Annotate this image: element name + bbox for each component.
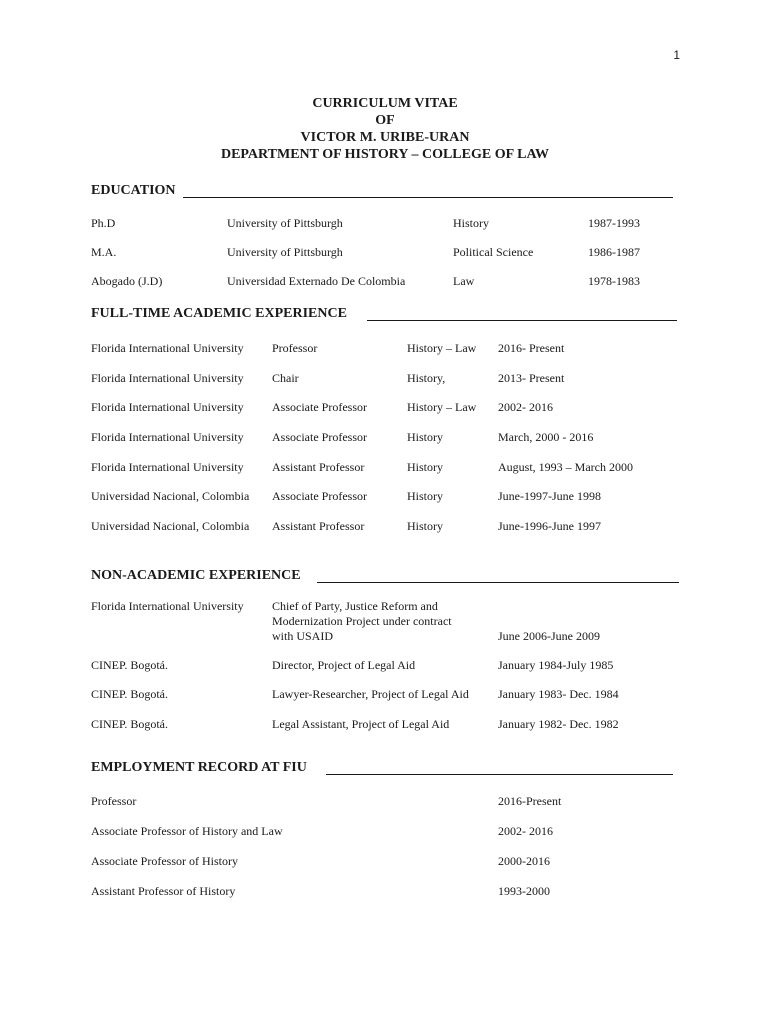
fulltime-position: Chair <box>272 371 299 385</box>
employment-title: Associate Professor of History <box>91 854 238 868</box>
fulltime-institution: Florida International University <box>91 430 244 444</box>
employment-dates: 1993-2000 <box>498 884 550 898</box>
education-degree: M.A. <box>91 245 117 259</box>
fulltime-position: Assistant Professor <box>272 519 365 533</box>
employment-title: Professor <box>91 794 137 808</box>
fulltime-dates: 2013- Present <box>498 371 565 385</box>
title-line-1: CURRICULUM VITAE <box>312 96 458 111</box>
fulltime-field: History – Law <box>407 341 477 355</box>
education-degree: Abogado (J.D) <box>91 274 163 288</box>
fulltime-position: Assistant Professor <box>272 460 365 474</box>
fulltime-rule <box>367 320 677 321</box>
education-field: History <box>453 216 489 230</box>
fulltime-dates: 2016- Present <box>498 341 565 355</box>
employment-heading: EMPLOYMENT RECORD AT FIU <box>91 760 307 775</box>
nonacademic-role: Chief of Party, Justice Reform and <box>272 599 438 613</box>
fulltime-position: Associate Professor <box>272 489 367 503</box>
fulltime-dates: 2002- 2016 <box>498 400 553 414</box>
education-institution: Universidad Externado De Colombia <box>227 274 406 288</box>
fulltime-field: History <box>407 460 443 474</box>
fulltime-dates: June-1996-June 1997 <box>498 519 601 533</box>
education-years: 1987-1993 <box>588 216 640 230</box>
fulltime-field: History <box>407 489 443 503</box>
fulltime-dates: June-1997-June 1998 <box>498 489 601 503</box>
document-title <box>0 95 770 163</box>
education-field: Political Science <box>453 245 534 259</box>
nonacademic-dates: January 1984-July 1985 <box>498 658 614 672</box>
education-heading: EDUCATION <box>91 183 176 198</box>
education-rule <box>183 197 673 198</box>
fulltime-field: History <box>407 430 443 444</box>
education-years: 1986-1987 <box>588 245 640 259</box>
fulltime-dates: March, 2000 - 2016 <box>498 430 594 444</box>
nonacademic-dates: January 1983- Dec. 1984 <box>498 687 619 701</box>
nonacademic-role: Director, Project of Legal Aid <box>272 658 416 672</box>
fulltime-position: Professor <box>272 341 318 355</box>
nonacademic-heading: NON-ACADEMIC EXPERIENCE <box>91 568 301 583</box>
nonacademic-role: with USAID <box>272 629 334 643</box>
fulltime-field: History – Law <box>407 400 477 414</box>
nonacademic-role: Legal Assistant, Project of Legal Aid <box>272 717 450 731</box>
employment-rule <box>326 774 673 775</box>
employment-dates: 2016-Present <box>498 794 562 808</box>
employment-dates: 2000-2016 <box>498 854 550 868</box>
education-years: 1978-1983 <box>588 274 640 288</box>
title-line-2: OF <box>375 113 395 128</box>
nonacademic-institution: Florida International University <box>91 599 244 613</box>
employment-title: Assistant Professor of History <box>91 884 236 898</box>
education-institution: University of Pittsburgh <box>227 245 343 259</box>
nonacademic-role: Lawyer-Researcher, Project of Legal Aid <box>272 687 469 701</box>
fulltime-institution: Florida International University <box>91 400 244 414</box>
title-line-4: DEPARTMENT OF HISTORY – COLLEGE OF LAW <box>220 147 550 162</box>
fulltime-institution: Universidad Nacional, Colombia <box>91 489 250 503</box>
nonacademic-dates: January 1982- Dec. 1982 <box>498 717 619 731</box>
education-degree: Ph.D <box>91 216 116 230</box>
fulltime-institution: Florida International University <box>91 371 244 385</box>
fulltime-position: Associate Professor <box>272 430 367 444</box>
fulltime-field: History <box>407 519 443 533</box>
page-number: 1 <box>673 48 680 62</box>
fulltime-dates: August, 1993 – March 2000 <box>498 460 633 474</box>
employment-title: Associate Professor of History and Law <box>91 824 283 838</box>
title-line-3: VICTOR M. URIBE-URAN <box>300 130 470 145</box>
fulltime-institution: Florida International University <box>91 341 244 355</box>
nonacademic-institution: CINEP. Bogotá. <box>91 687 169 701</box>
education-institution: University of Pittsburgh <box>227 216 343 230</box>
fulltime-position: Associate Professor <box>272 400 367 414</box>
fulltime-field: History, <box>407 371 446 385</box>
nonacademic-institution: CINEP. Bogotá. <box>91 658 169 672</box>
education-field: Law <box>453 274 475 288</box>
nonacademic-institution: CINEP. Bogotá. <box>91 717 169 731</box>
nonacademic-rule <box>317 582 679 583</box>
fulltime-heading: FULL-TIME ACADEMIC EXPERIENCE <box>91 306 347 321</box>
fulltime-institution: Florida International University <box>91 460 244 474</box>
nonacademic-role: Modernization Project under contract <box>272 614 452 628</box>
fulltime-institution: Universidad Nacional, Colombia <box>91 519 250 533</box>
nonacademic-dates: June 2006-June 2009 <box>498 629 600 643</box>
employment-dates: 2002- 2016 <box>498 824 553 838</box>
